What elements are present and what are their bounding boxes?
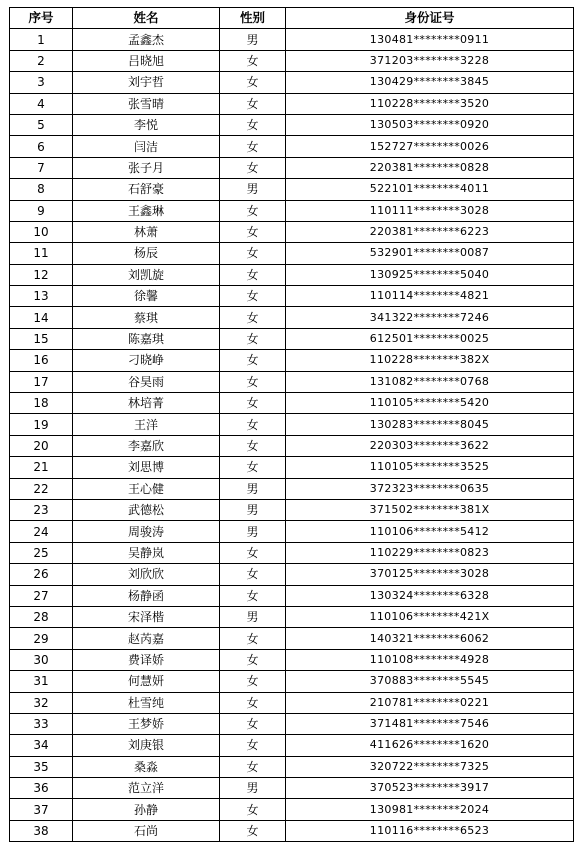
cell-gender: 男 bbox=[220, 29, 286, 50]
cell-id-number: 411626********1620 bbox=[286, 735, 574, 756]
cell-name: 林培菁 bbox=[73, 393, 220, 414]
cell-gender: 女 bbox=[220, 157, 286, 178]
header-id-number: 身份证号 bbox=[286, 8, 574, 29]
table-row bbox=[10, 50, 574, 71]
cell-gender: 女 bbox=[220, 457, 286, 478]
cell-id-number: 130429********3845 bbox=[286, 72, 574, 93]
cell-serial: 32 bbox=[10, 692, 73, 713]
cell-id-number: 210781********0221 bbox=[286, 692, 574, 713]
cell-gender: 女 bbox=[220, 393, 286, 414]
cell-gender: 女 bbox=[220, 72, 286, 93]
table-row bbox=[10, 307, 574, 328]
cell-gender: 女 bbox=[220, 649, 286, 670]
cell-gender: 女 bbox=[220, 799, 286, 820]
cell-name: 王心健 bbox=[73, 478, 220, 499]
table-row bbox=[10, 521, 574, 542]
cell-name: 范立洋 bbox=[73, 778, 220, 799]
cell-id-number: 371203********3228 bbox=[286, 50, 574, 71]
cell-name: 张子月 bbox=[73, 157, 220, 178]
roster-table bbox=[9, 7, 574, 842]
cell-serial: 12 bbox=[10, 264, 73, 285]
cell-id-number: 110228********382X bbox=[286, 350, 574, 371]
table-row bbox=[10, 371, 574, 392]
cell-name: 孟鑫杰 bbox=[73, 29, 220, 50]
table-row bbox=[10, 756, 574, 777]
table-row bbox=[10, 328, 574, 349]
cell-serial: 2 bbox=[10, 50, 73, 71]
cell-gender: 男 bbox=[220, 478, 286, 499]
cell-serial: 24 bbox=[10, 521, 73, 542]
table-row bbox=[10, 499, 574, 520]
table-row bbox=[10, 778, 574, 799]
cell-gender: 男 bbox=[220, 521, 286, 542]
cell-gender: 女 bbox=[220, 820, 286, 841]
cell-serial: 35 bbox=[10, 756, 73, 777]
cell-name: 石舒豪 bbox=[73, 179, 220, 200]
cell-name: 刘庚银 bbox=[73, 735, 220, 756]
cell-gender: 女 bbox=[220, 564, 286, 585]
table-row bbox=[10, 264, 574, 285]
cell-serial: 27 bbox=[10, 585, 73, 606]
table-row bbox=[10, 93, 574, 114]
table-header-row bbox=[10, 8, 574, 29]
table-row bbox=[10, 157, 574, 178]
header-serial: 序号 bbox=[10, 8, 73, 29]
cell-gender: 女 bbox=[220, 93, 286, 114]
cell-name: 刘欣欣 bbox=[73, 564, 220, 585]
table-row bbox=[10, 200, 574, 221]
header-name: 姓名 bbox=[73, 8, 220, 29]
cell-serial: 23 bbox=[10, 499, 73, 520]
cell-gender: 女 bbox=[220, 692, 286, 713]
cell-name: 杨静函 bbox=[73, 585, 220, 606]
cell-gender: 女 bbox=[220, 628, 286, 649]
cell-serial: 30 bbox=[10, 649, 73, 670]
table-row bbox=[10, 628, 574, 649]
cell-id-number: 370523********3917 bbox=[286, 778, 574, 799]
cell-id-number: 220303********3622 bbox=[286, 435, 574, 456]
cell-gender: 女 bbox=[220, 756, 286, 777]
cell-gender: 女 bbox=[220, 136, 286, 157]
cell-id-number: 110229********0823 bbox=[286, 542, 574, 563]
cell-serial: 37 bbox=[10, 799, 73, 820]
cell-name: 陈嘉琪 bbox=[73, 328, 220, 349]
cell-name: 吕晓旭 bbox=[73, 50, 220, 71]
cell-serial: 21 bbox=[10, 457, 73, 478]
cell-name: 李嘉欣 bbox=[73, 435, 220, 456]
cell-name: 谷昊雨 bbox=[73, 371, 220, 392]
cell-id-number: 320722********7325 bbox=[286, 756, 574, 777]
table-row bbox=[10, 243, 574, 264]
table-row bbox=[10, 820, 574, 841]
cell-serial: 36 bbox=[10, 778, 73, 799]
cell-id-number: 372323********0635 bbox=[286, 478, 574, 499]
header-gender: 性别 bbox=[220, 8, 286, 29]
cell-serial: 31 bbox=[10, 671, 73, 692]
cell-name: 宋泽楷 bbox=[73, 606, 220, 627]
cell-serial: 18 bbox=[10, 393, 73, 414]
cell-name: 刘思博 bbox=[73, 457, 220, 478]
cell-id-number: 130925********5040 bbox=[286, 264, 574, 285]
cell-id-number: 140321********6062 bbox=[286, 628, 574, 649]
cell-gender: 女 bbox=[220, 735, 286, 756]
cell-gender: 女 bbox=[220, 414, 286, 435]
cell-serial: 28 bbox=[10, 606, 73, 627]
cell-id-number: 110228********3520 bbox=[286, 93, 574, 114]
cell-id-number: 110105********3525 bbox=[286, 457, 574, 478]
cell-serial: 5 bbox=[10, 114, 73, 135]
cell-serial: 20 bbox=[10, 435, 73, 456]
cell-id-number: 371502********381X bbox=[286, 499, 574, 520]
cell-serial: 14 bbox=[10, 307, 73, 328]
cell-id-number: 371481********7546 bbox=[286, 713, 574, 734]
table-row bbox=[10, 350, 574, 371]
cell-gender: 男 bbox=[220, 499, 286, 520]
cell-id-number: 110116********6523 bbox=[286, 820, 574, 841]
cell-id-number: 130283********8045 bbox=[286, 414, 574, 435]
cell-name: 蔡琪 bbox=[73, 307, 220, 328]
cell-name: 吴静岚 bbox=[73, 542, 220, 563]
cell-serial: 25 bbox=[10, 542, 73, 563]
cell-name: 刘凯旋 bbox=[73, 264, 220, 285]
table-row bbox=[10, 585, 574, 606]
cell-gender: 女 bbox=[220, 307, 286, 328]
cell-serial: 13 bbox=[10, 286, 73, 307]
cell-name: 石尚 bbox=[73, 820, 220, 841]
cell-id-number: 370883********5545 bbox=[286, 671, 574, 692]
cell-name: 林萧 bbox=[73, 221, 220, 242]
cell-gender: 女 bbox=[220, 371, 286, 392]
cell-id-number: 152727********0026 bbox=[286, 136, 574, 157]
cell-serial: 16 bbox=[10, 350, 73, 371]
cell-serial: 6 bbox=[10, 136, 73, 157]
cell-name: 孙静 bbox=[73, 799, 220, 820]
cell-gender: 女 bbox=[220, 243, 286, 264]
table-row bbox=[10, 136, 574, 157]
table-row bbox=[10, 114, 574, 135]
table-row bbox=[10, 72, 574, 93]
cell-id-number: 370125********3028 bbox=[286, 564, 574, 585]
cell-id-number: 110114********4821 bbox=[286, 286, 574, 307]
cell-name: 杜雪纯 bbox=[73, 692, 220, 713]
cell-name: 刘宇哲 bbox=[73, 72, 220, 93]
table-row bbox=[10, 29, 574, 50]
cell-name: 张雪晴 bbox=[73, 93, 220, 114]
cell-name: 赵芮嘉 bbox=[73, 628, 220, 649]
cell-serial: 8 bbox=[10, 179, 73, 200]
cell-serial: 15 bbox=[10, 328, 73, 349]
cell-id-number: 110106********5412 bbox=[286, 521, 574, 542]
cell-serial: 22 bbox=[10, 478, 73, 499]
cell-id-number: 110105********5420 bbox=[286, 393, 574, 414]
cell-gender: 男 bbox=[220, 179, 286, 200]
cell-serial: 26 bbox=[10, 564, 73, 585]
cell-name: 武德松 bbox=[73, 499, 220, 520]
cell-id-number: 532901********0087 bbox=[286, 243, 574, 264]
table-row bbox=[10, 713, 574, 734]
cell-gender: 男 bbox=[220, 606, 286, 627]
cell-serial: 19 bbox=[10, 414, 73, 435]
table-row bbox=[10, 393, 574, 414]
cell-name: 闫洁 bbox=[73, 136, 220, 157]
cell-name: 王梦娇 bbox=[73, 713, 220, 734]
table-row bbox=[10, 692, 574, 713]
cell-gender: 女 bbox=[220, 542, 286, 563]
cell-name: 费译娇 bbox=[73, 649, 220, 670]
cell-name: 王鑫琳 bbox=[73, 200, 220, 221]
cell-name: 杨辰 bbox=[73, 243, 220, 264]
cell-serial: 1 bbox=[10, 29, 73, 50]
cell-id-number: 341322********7246 bbox=[286, 307, 574, 328]
cell-gender: 男 bbox=[220, 778, 286, 799]
table-row bbox=[10, 649, 574, 670]
cell-serial: 34 bbox=[10, 735, 73, 756]
cell-name: 桑淼 bbox=[73, 756, 220, 777]
cell-serial: 38 bbox=[10, 820, 73, 841]
cell-id-number: 110108********4928 bbox=[286, 649, 574, 670]
table-row bbox=[10, 542, 574, 563]
cell-gender: 女 bbox=[220, 50, 286, 71]
table-row bbox=[10, 435, 574, 456]
cell-gender: 女 bbox=[220, 221, 286, 242]
cell-serial: 10 bbox=[10, 221, 73, 242]
cell-name: 李悦 bbox=[73, 114, 220, 135]
cell-gender: 女 bbox=[220, 286, 286, 307]
table-row bbox=[10, 564, 574, 585]
cell-serial: 11 bbox=[10, 243, 73, 264]
cell-serial: 33 bbox=[10, 713, 73, 734]
cell-gender: 女 bbox=[220, 671, 286, 692]
cell-gender: 女 bbox=[220, 264, 286, 285]
cell-serial: 9 bbox=[10, 200, 73, 221]
cell-id-number: 522101********4011 bbox=[286, 179, 574, 200]
table-row bbox=[10, 799, 574, 820]
cell-id-number: 220381********0828 bbox=[286, 157, 574, 178]
cell-serial: 17 bbox=[10, 371, 73, 392]
table-row bbox=[10, 478, 574, 499]
cell-gender: 女 bbox=[220, 435, 286, 456]
cell-gender: 女 bbox=[220, 350, 286, 371]
cell-name: 周骏涛 bbox=[73, 521, 220, 542]
cell-id-number: 110106********421X bbox=[286, 606, 574, 627]
table-row bbox=[10, 221, 574, 242]
cell-serial: 7 bbox=[10, 157, 73, 178]
cell-gender: 女 bbox=[220, 585, 286, 606]
cell-id-number: 130503********0920 bbox=[286, 114, 574, 135]
cell-gender: 女 bbox=[220, 713, 286, 734]
cell-id-number: 612501********0025 bbox=[286, 328, 574, 349]
table-row bbox=[10, 457, 574, 478]
table-row bbox=[10, 671, 574, 692]
cell-name: 何慧妍 bbox=[73, 671, 220, 692]
table-row bbox=[10, 606, 574, 627]
cell-name: 王洋 bbox=[73, 414, 220, 435]
cell-serial: 3 bbox=[10, 72, 73, 93]
table-row bbox=[10, 286, 574, 307]
cell-id-number: 130324********6328 bbox=[286, 585, 574, 606]
cell-id-number: 110111********3028 bbox=[286, 200, 574, 221]
table-row bbox=[10, 179, 574, 200]
cell-id-number: 130481********0911 bbox=[286, 29, 574, 50]
table-row bbox=[10, 414, 574, 435]
cell-gender: 女 bbox=[220, 114, 286, 135]
cell-id-number: 130981********2024 bbox=[286, 799, 574, 820]
cell-gender: 女 bbox=[220, 200, 286, 221]
cell-name: 刁晓峥 bbox=[73, 350, 220, 371]
cell-name: 徐馨 bbox=[73, 286, 220, 307]
cell-id-number: 220381********6223 bbox=[286, 221, 574, 242]
cell-id-number: 131082********0768 bbox=[286, 371, 574, 392]
cell-serial: 4 bbox=[10, 93, 73, 114]
cell-gender: 女 bbox=[220, 328, 286, 349]
cell-serial: 29 bbox=[10, 628, 73, 649]
table-row bbox=[10, 735, 574, 756]
